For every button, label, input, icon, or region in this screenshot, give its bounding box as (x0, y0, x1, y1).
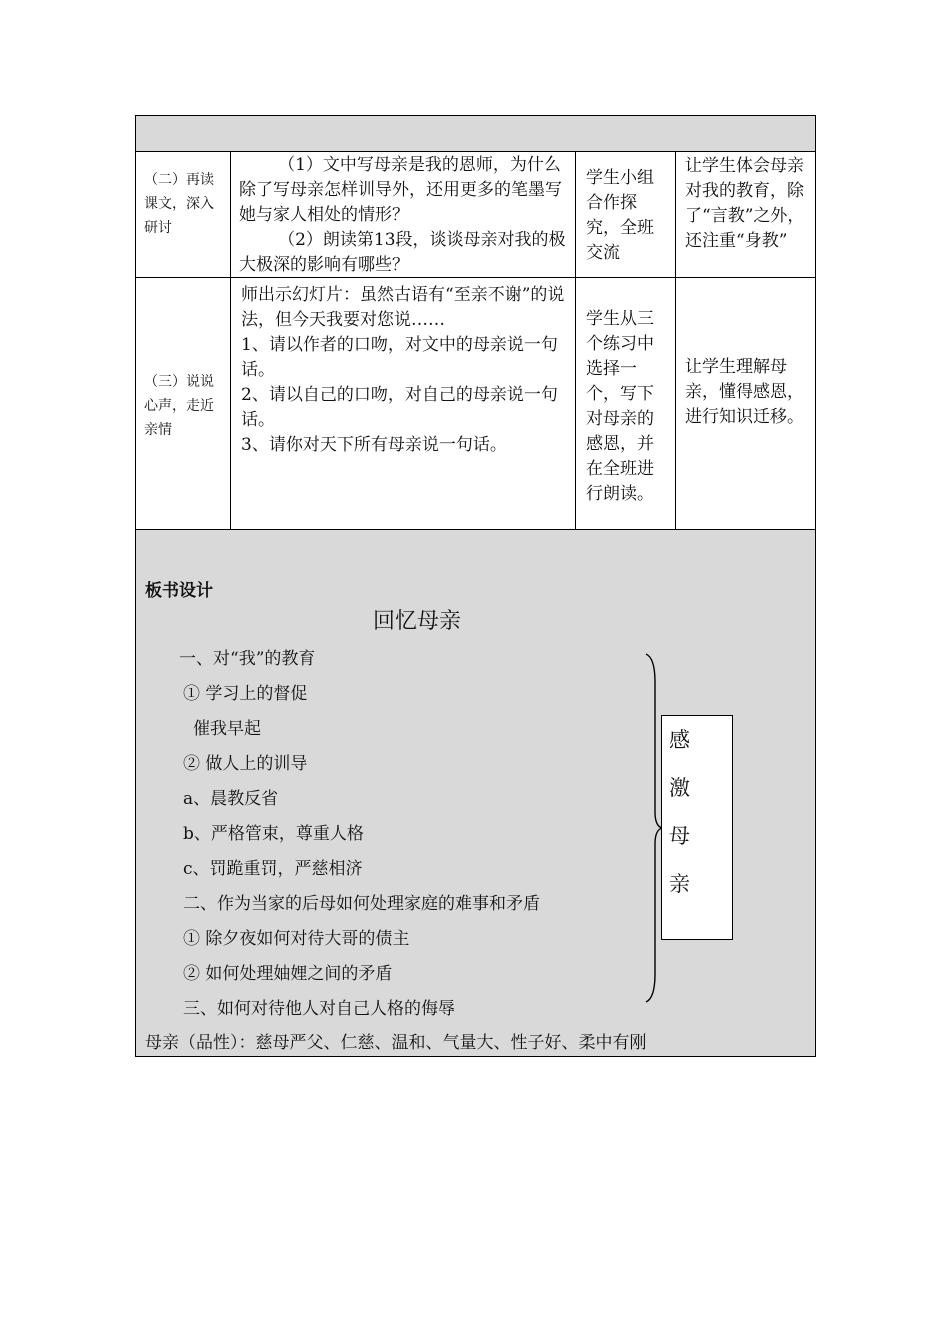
task-1: 1、请以作者的口吻，对文中的母亲说一句话。 (241, 335, 558, 380)
outline-line: 三、如何对待他人对自己人格的侮辱 (183, 999, 455, 1019)
question-1: （1）文中写母亲是我的恩师，为什么除了写母亲怎样训导外，还用更多的笔墨写她与家人相处的情形？ (239, 155, 562, 225)
purpose-cell (676, 151, 815, 277)
board-design-section (135, 529, 816, 1057)
outline-line: ② 如何处理妯娌之间的矛盾 (183, 964, 393, 984)
task-2: 2、请以自己的口吻，对自己的母亲说一句话。 (241, 385, 558, 430)
outline-line: a、晨教反省 (183, 789, 279, 809)
stage-text: （二）再读课文，深入研讨 (144, 172, 214, 236)
outline-line: ① 学习上的督促 (183, 684, 308, 704)
character-summary: 母亲（品性）：慈母严父、仁慈、温和、气量大、性子好、柔中有刚 (145, 1033, 647, 1053)
slide-intro: 师出示幻灯片：虽然古语有“至亲不谢”的说法，但今天我要对您说…… (241, 285, 565, 330)
gratitude-box (661, 715, 733, 940)
question-2: （2）朗读第13段，谈谈母亲对我的极大极深的影响有哪些？ (239, 230, 566, 275)
box-char: 母 (669, 824, 690, 848)
outline-line: ① 除夕夜如何对待大哥的债主 (183, 929, 410, 949)
stage-text: （三）说说心声，走近亲情 (144, 374, 214, 438)
activity-cell (576, 151, 676, 277)
box-char: 激 (669, 776, 690, 800)
table-row (135, 151, 816, 278)
activity-cell (576, 277, 676, 529)
purpose-text: 让学生体会母亲对我的教育，除了“言教”之外，还注重“身教” (685, 156, 805, 251)
outline-line: 一、对“我”的教育 (179, 649, 316, 669)
stage-cell (136, 151, 231, 277)
purpose-cell (676, 277, 815, 529)
content-cell (231, 277, 576, 529)
outline-line: b、严格管束，尊重人格 (183, 824, 364, 844)
activity-text: 学生从三个练习中选择一个，写下对母亲的感恩，并在全班进行朗读。 (586, 309, 654, 504)
box-char: 亲 (669, 872, 690, 896)
outline-line: ② 做人上的训导 (183, 754, 308, 774)
table-header-row (135, 115, 816, 152)
board-label: 板书设计 (145, 581, 213, 601)
table-row (135, 277, 816, 530)
outline-line: 催我早起 (193, 719, 261, 739)
purpose-text: 让学生理解母亲，懂得感恩，进行知识迁移。 (685, 357, 804, 427)
task-3: 3、请你对天下所有母亲说一句话。 (241, 435, 507, 455)
stage-cell (136, 277, 231, 529)
board-title: 回忆母亲 (373, 609, 462, 634)
content-cell (231, 151, 576, 277)
box-char: 感 (669, 728, 690, 752)
right-brace-icon (643, 652, 663, 1004)
activity-text: 学生小组合作探究，全班交流 (586, 168, 654, 263)
outline-line: c、罚跪重罚，严慈相济 (183, 859, 363, 879)
outline-line: 二、作为当家的后母如何处理家庭的难事和矛盾 (183, 894, 540, 914)
